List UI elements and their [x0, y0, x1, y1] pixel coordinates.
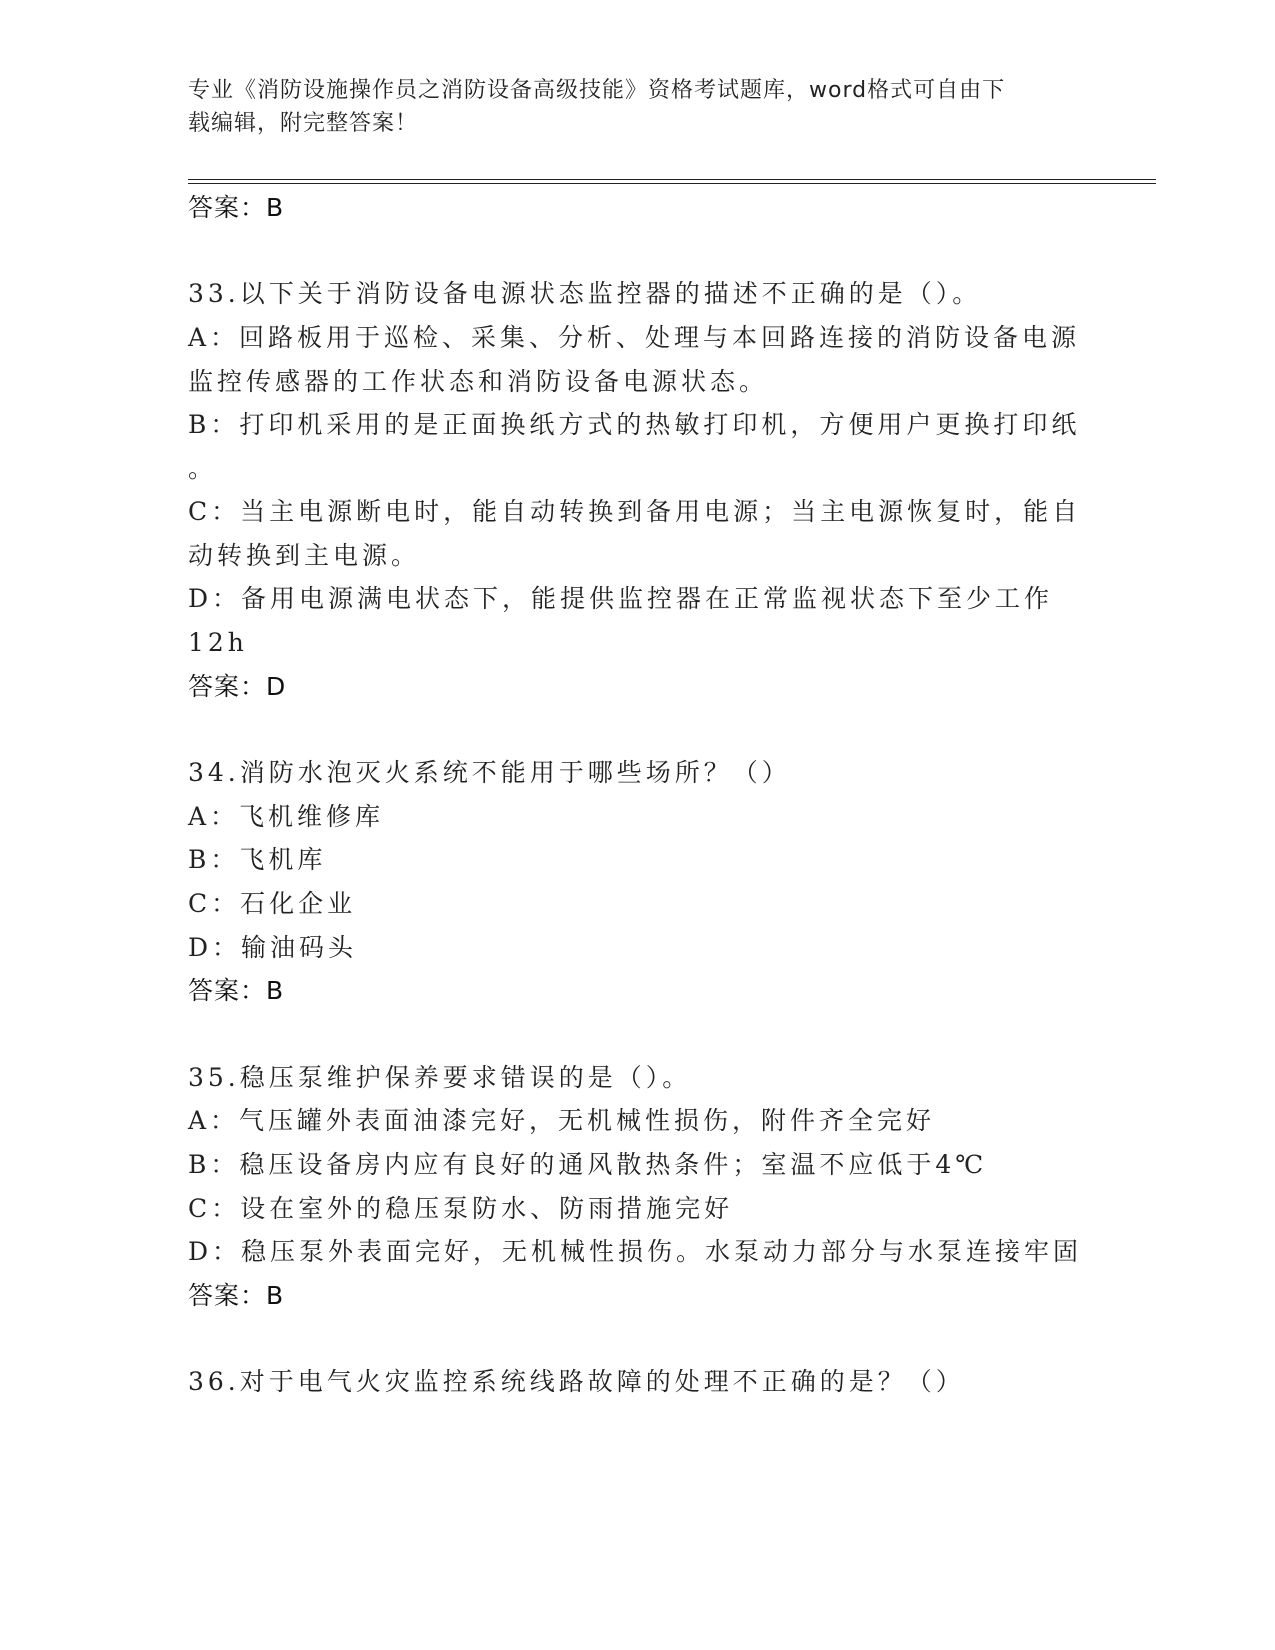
header-rule-bottom — [188, 183, 1156, 184]
answer-prefix: 答案： — [188, 1281, 267, 1310]
q35-option-d: D：稳压泵外表面完好，无机械性损伤。水泵动力部分与水泵连接牢固 — [188, 1237, 1083, 1266]
q35-option-b: B：稳压设备房内应有良好的通风散热条件；室温不应低于4℃ — [188, 1150, 988, 1179]
page-header — [188, 74, 1068, 140]
q33-option-a-line2: 监控传感器的工作状态和消防设备电源状态。 — [188, 367, 769, 396]
q35-option-a: A：气压罐外表面油漆完好，无机械性损伤，附件齐全完好 — [188, 1106, 936, 1135]
q34-option-b: B：飞机库 — [188, 845, 327, 874]
prev-answer — [188, 193, 284, 223]
q35-answer — [188, 1281, 284, 1311]
answer-value: B — [266, 976, 285, 1005]
q33-option-d-line2: 12h — [188, 628, 248, 657]
q33-option-a-line1: A：回路板用于巡检、采集、分析、处理与本回路连接的消防设备电源 — [188, 323, 1081, 352]
header-line-1: 专业《消防设施操作员之消防设备高级技能》资格考试题库，word格式可自由下 — [188, 78, 1006, 103]
header-line-2: 载编辑，附完整答案！ — [188, 111, 419, 136]
q34-option-d: D：输油码头 — [188, 933, 358, 962]
answer-value: B — [266, 1281, 285, 1310]
answer-value: B — [266, 193, 285, 222]
answer-prefix: 答案： — [188, 193, 267, 222]
q33-option-c-line1: C：当主电源断电时，能自动转换到备用电源；当主电源恢复时，能自 — [188, 497, 1082, 526]
q33-option-c-line2: 动转换到主电源。 — [188, 541, 421, 570]
q33-option-d-line1: D：备用电源满电状态下，能提供监控器在正常监视状态下至少工作 — [188, 584, 1054, 613]
answer-prefix: 答案： — [188, 672, 267, 701]
answer-prefix: 答案： — [188, 976, 267, 1005]
q33-option-b-line1: B：打印机采用的是正面换纸方式的热敏打印机，方便用户更换打印纸 — [188, 410, 1081, 439]
q33-stem: 33.以下关于消防设备电源状态监控器的描述不正确的是（）。 — [188, 279, 982, 308]
q33-option-b-line2: 。 — [188, 454, 218, 483]
header-rule-top — [188, 179, 1156, 180]
answer-value: D — [266, 672, 287, 701]
q34-stem: 34.消防水泡灭火系统不能用于哪些场所？（） — [188, 758, 791, 787]
q36-stem: 36.对于电气火灾监控系统线路故障的处理不正确的是？（） — [188, 1367, 965, 1396]
q34-answer — [188, 976, 284, 1006]
q34-option-c: C：石化企业 — [188, 889, 357, 918]
q35-stem: 35.稳压泵维护保养要求错误的是（）。 — [188, 1063, 692, 1092]
q33-answer — [188, 672, 286, 702]
q35-option-c: C：设在室外的稳压泵防水、防雨措施完好 — [188, 1194, 734, 1223]
q34-option-a: A：飞机维修库 — [188, 802, 385, 831]
